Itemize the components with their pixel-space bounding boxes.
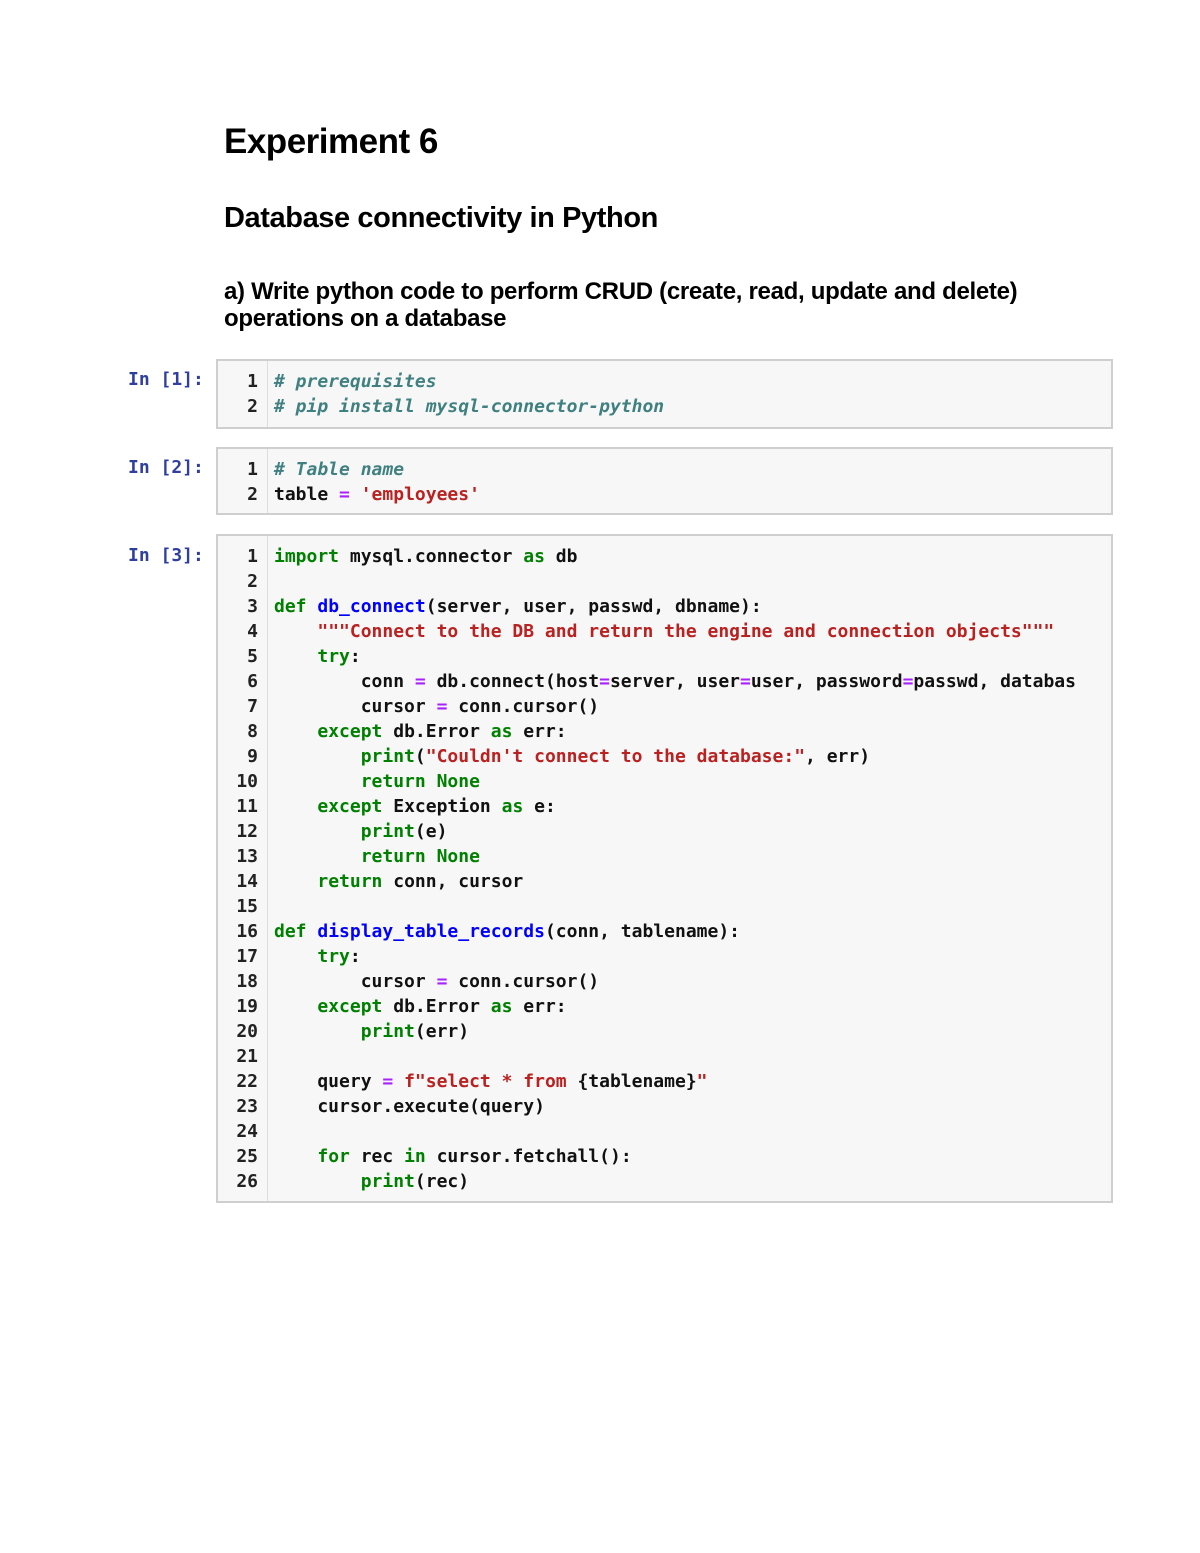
code-text <box>274 844 480 869</box>
code-line <box>218 919 1111 944</box>
code-line <box>218 594 1111 619</box>
code-token: try <box>317 946 350 967</box>
code-line <box>218 1019 1111 1044</box>
line-number: 13 <box>236 846 258 867</box>
code-token: def <box>274 596 307 617</box>
code-token: cursor <box>274 971 437 992</box>
code-token: return <box>360 846 426 867</box>
code-token <box>274 771 361 792</box>
code-line <box>218 744 1111 769</box>
code-text <box>274 694 599 719</box>
code-cell-2[interactable] <box>216 447 1113 515</box>
line-number: 5 <box>247 646 258 667</box>
line-number: 12 <box>236 821 258 842</box>
code-token: "Couldn't connect to the database:" <box>425 746 806 767</box>
line-number: 25 <box>236 1146 258 1167</box>
code-token: import <box>274 546 340 567</box>
code-text <box>274 1019 469 1044</box>
code-line <box>218 457 1111 482</box>
code-line <box>218 844 1111 869</box>
code-token: # Table name <box>274 459 405 480</box>
line-number: 11 <box>236 796 258 817</box>
line-number: 26 <box>236 1171 258 1192</box>
code-token: as <box>490 721 513 742</box>
code-token: conn.cursor() <box>447 971 600 992</box>
code-token <box>274 821 361 842</box>
line-number: 9 <box>247 746 258 767</box>
code-token: server, user <box>609 671 741 692</box>
code-token <box>274 846 361 867</box>
line-number: 2 <box>247 571 258 592</box>
cell-prompt-1: In [1]: <box>128 369 204 390</box>
code-line <box>218 644 1111 669</box>
page-title: Experiment 6 <box>224 122 438 161</box>
code-line <box>218 369 1111 394</box>
cell-prompt-2: In [2]: <box>128 457 204 478</box>
code-token: conn, cursor <box>382 871 524 892</box>
code-token: print <box>360 1021 415 1042</box>
code-text <box>274 644 361 669</box>
line-number: 21 <box>236 1046 258 1067</box>
cell-prompt-3: In [3]: <box>128 545 204 566</box>
code-text <box>274 719 567 744</box>
code-text <box>274 669 1076 694</box>
code-text <box>274 744 870 769</box>
code-token: in <box>404 1146 426 1167</box>
code-line <box>218 1069 1111 1094</box>
code-token: table <box>274 484 340 505</box>
code-token: = <box>339 484 350 505</box>
code-token <box>307 596 318 617</box>
line-number: 19 <box>236 996 258 1017</box>
code-line <box>218 569 1111 594</box>
line-number: 20 <box>236 1021 258 1042</box>
code-token <box>274 996 317 1017</box>
code-line <box>218 1169 1111 1194</box>
code-text <box>274 394 664 419</box>
code-token <box>274 1171 361 1192</box>
code-token: Exception <box>382 796 502 817</box>
code-text <box>274 1169 469 1194</box>
code-text <box>274 482 480 507</box>
line-number: 14 <box>236 871 258 892</box>
code-token: f"select * from <box>404 1071 578 1092</box>
code-token: # prerequisites <box>274 371 437 392</box>
code-token: except <box>317 996 383 1017</box>
code-token: as <box>490 996 513 1017</box>
code-token <box>274 646 317 667</box>
code-token <box>393 1071 404 1092</box>
line-number: 15 <box>236 896 258 917</box>
code-line <box>218 1144 1111 1169</box>
code-token: mysql.connector <box>339 546 524 567</box>
line-number: 24 <box>236 1121 258 1142</box>
line-number: 2 <box>247 484 258 505</box>
code-text <box>274 369 437 394</box>
code-line <box>218 619 1111 644</box>
code-line <box>218 894 1111 919</box>
code-token: err: <box>512 721 567 742</box>
code-line <box>218 482 1111 507</box>
code-text <box>274 919 740 944</box>
code-line <box>218 1044 1111 1069</box>
code-token: return <box>360 771 426 792</box>
line-number: 6 <box>247 671 258 692</box>
code-token: print <box>360 821 415 842</box>
code-token <box>274 621 317 642</box>
code-token: e: <box>523 796 556 817</box>
code-token: cursor.execute(query) <box>274 1096 545 1117</box>
code-token: = <box>740 671 751 692</box>
code-token: as <box>501 796 524 817</box>
code-token <box>307 921 318 942</box>
code-token: = <box>436 696 448 717</box>
code-line <box>218 819 1111 844</box>
code-token: print <box>360 1171 415 1192</box>
code-line <box>218 1094 1111 1119</box>
code-line <box>218 969 1111 994</box>
code-token: return <box>317 871 383 892</box>
code-token: """Connect to the DB and return the engine and connection objects""" <box>317 621 1055 642</box>
line-number: 22 <box>236 1071 258 1092</box>
code-token: display_table_records <box>317 921 545 942</box>
code-text <box>274 819 447 844</box>
task-heading: a) Write python code to perform CRUD (create, read, update and delete) operations on a database <box>224 278 1018 332</box>
section-heading: Database connectivity in Python <box>224 202 658 234</box>
code-token: ( <box>414 746 426 767</box>
code-token: query <box>274 1071 383 1092</box>
code-token <box>274 1021 361 1042</box>
line-number: 23 <box>236 1096 258 1117</box>
line-number: 1 <box>247 371 258 392</box>
line-number: 1 <box>247 459 258 480</box>
code-token: conn.cursor() <box>447 696 600 717</box>
code-text <box>274 994 567 1019</box>
code-token: (err) <box>414 1021 470 1042</box>
code-line <box>218 544 1111 569</box>
code-line <box>218 1119 1111 1144</box>
code-token: None <box>436 771 480 792</box>
code-line <box>218 944 1111 969</box>
line-number: 1 <box>247 546 258 567</box>
code-text <box>274 969 599 994</box>
code-token: passwd, databas <box>913 671 1076 692</box>
code-token: db.Error <box>382 996 491 1017</box>
code-token: db.Error <box>382 721 491 742</box>
code-token: = <box>902 671 914 692</box>
code-text <box>274 1094 545 1119</box>
code-token: (server, user, passwd, dbname): <box>425 596 762 617</box>
code-token: db.connect(host <box>425 671 600 692</box>
code-token <box>426 846 437 867</box>
code-line <box>218 869 1111 894</box>
code-token: (rec) <box>414 1171 470 1192</box>
code-line <box>218 794 1111 819</box>
code-text <box>274 794 556 819</box>
code-line <box>218 719 1111 744</box>
code-token <box>426 771 437 792</box>
code-token: : <box>349 946 361 967</box>
code-token <box>274 796 317 817</box>
code-token: cursor.fetchall(): <box>425 1146 632 1167</box>
line-number: 8 <box>247 721 258 742</box>
code-token: rec <box>349 1146 405 1167</box>
code-token: (e) <box>414 821 448 842</box>
line-number: 3 <box>247 596 258 617</box>
code-token: cursor <box>274 696 437 717</box>
code-text <box>274 457 404 482</box>
code-token <box>274 746 361 767</box>
code-line <box>218 669 1111 694</box>
code-token: None <box>436 846 480 867</box>
code-line <box>218 694 1111 719</box>
code-token: = <box>436 971 448 992</box>
line-number: 2 <box>247 396 258 417</box>
code-token: except <box>317 721 383 742</box>
code-token: db_connect <box>317 596 426 617</box>
code-area <box>218 544 1111 1194</box>
code-token: " <box>696 1071 708 1092</box>
code-text <box>274 869 523 894</box>
code-token: except <box>317 796 383 817</box>
line-number: 4 <box>247 621 258 642</box>
code-token: for <box>317 1146 350 1167</box>
code-token: as <box>523 546 545 567</box>
code-text <box>274 544 577 569</box>
line-number: 10 <box>236 771 258 792</box>
code-token: = <box>382 1071 394 1092</box>
code-token: = <box>414 671 426 692</box>
code-line <box>218 769 1111 794</box>
code-token <box>274 1146 317 1167</box>
code-token: (conn, tablename): <box>544 921 741 942</box>
code-token: db <box>544 546 578 567</box>
code-token: user, password <box>750 671 903 692</box>
code-text <box>274 619 1054 644</box>
code-line <box>218 394 1111 419</box>
code-text <box>274 1069 708 1094</box>
line-number: 7 <box>247 696 258 717</box>
code-token: def <box>274 921 307 942</box>
code-cell-3[interactable] <box>216 534 1113 1203</box>
code-text <box>274 594 762 619</box>
code-token: print <box>360 746 415 767</box>
code-token: # pip install mysql-connector-python <box>274 396 665 417</box>
line-number: 17 <box>236 946 258 967</box>
code-cell-1[interactable] <box>216 359 1113 429</box>
code-token: try <box>317 646 350 667</box>
code-area <box>218 369 1111 419</box>
code-token: {tablename} <box>577 1071 697 1092</box>
code-area <box>218 457 1111 507</box>
code-token: = <box>599 671 610 692</box>
code-token: 'employees' <box>360 484 480 505</box>
code-token: conn <box>274 671 415 692</box>
code-text <box>274 1144 632 1169</box>
code-token <box>350 484 361 505</box>
line-number: 18 <box>236 971 258 992</box>
line-number: 16 <box>236 921 258 942</box>
code-text <box>274 944 361 969</box>
code-line <box>218 994 1111 1019</box>
code-token: : <box>349 646 361 667</box>
code-token: err: <box>512 996 567 1017</box>
code-text <box>274 769 480 794</box>
code-token: , err) <box>805 746 871 767</box>
code-token <box>274 721 317 742</box>
code-token <box>274 946 317 967</box>
code-token <box>274 871 317 892</box>
